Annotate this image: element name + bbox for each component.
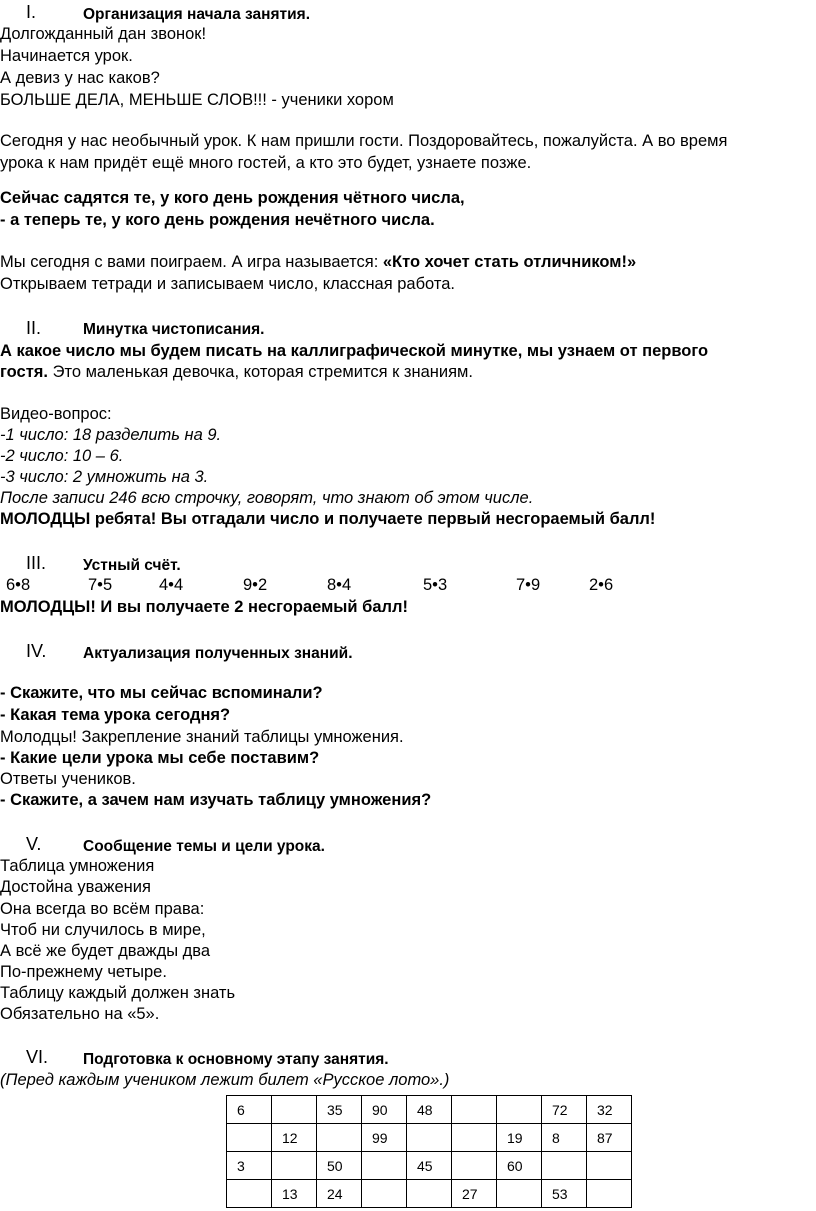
poem-line: Таблица умножения bbox=[0, 857, 155, 875]
section-5-number: V. bbox=[26, 834, 42, 854]
table-cell: 72 bbox=[542, 1096, 587, 1124]
table-cell: 32 bbox=[587, 1096, 632, 1124]
table-cell bbox=[542, 1152, 587, 1180]
text-line-bold: - Какие цели урока мы себе поставим? bbox=[0, 749, 320, 767]
section-4-number: IV. bbox=[26, 641, 47, 661]
table-cell bbox=[452, 1096, 497, 1124]
text-line-bold: МОЛОДЦЫ! И вы получаете 2 несгораемый балл! bbox=[0, 598, 408, 616]
poem-line: А всё же будет дважды два bbox=[0, 942, 211, 960]
text-line-italic: (Перед каждым учеником лежит билет «Русское лото».) bbox=[0, 1071, 450, 1089]
guest-word: гостя. bbox=[0, 363, 48, 381]
text-line-italic: -2 число: 10 – 6. bbox=[0, 447, 124, 465]
text-line: Видео-вопрос: bbox=[0, 405, 112, 423]
table-cell bbox=[407, 1124, 452, 1152]
text-line: БОЛЬШЕ ДЕЛА, МЕНЬШЕ СЛОВ!!! - ученики хором bbox=[0, 91, 394, 109]
section-2-title: Минутка чистописания. bbox=[83, 321, 265, 338]
table-cell: 3 bbox=[227, 1152, 272, 1180]
table-cell bbox=[362, 1152, 407, 1180]
table-cell bbox=[227, 1124, 272, 1152]
table-cell: 19 bbox=[497, 1124, 542, 1152]
calc-item: 7•9 bbox=[516, 576, 541, 594]
table-cell: 48 bbox=[407, 1096, 452, 1124]
table-row bbox=[227, 1124, 632, 1152]
table-cell bbox=[407, 1180, 452, 1208]
calc-item: 8•4 bbox=[327, 576, 352, 594]
text-line: А девиз у нас каков? bbox=[0, 69, 160, 87]
table-cell: 53 bbox=[542, 1180, 587, 1208]
poem-line: По-прежнему четыре. bbox=[0, 963, 167, 981]
poem-line: Она всегда во всём права: bbox=[0, 900, 205, 918]
section-3-number: III. bbox=[26, 553, 47, 573]
lotto-ticket-table bbox=[226, 1095, 632, 1208]
table-cell: 12 bbox=[272, 1124, 317, 1152]
poem-line: Достойна уважения bbox=[0, 878, 151, 896]
game-intro: Мы сегодня с вами поиграем. А игра называется: bbox=[0, 253, 383, 271]
text-line: Сегодня у нас необычный урок. К нам пришли гости. Поздоровайтесь, пожалуйста. А во время bbox=[0, 132, 728, 150]
text-line: урока к нам придёт ещё много гостей, а кто это будет, узнаете позже. bbox=[0, 154, 532, 172]
calc-item: 4•4 bbox=[159, 576, 184, 594]
table-cell bbox=[362, 1180, 407, 1208]
section-5-title: Сообщение темы и цели урока. bbox=[83, 838, 325, 855]
calc-item: 9•2 bbox=[243, 576, 268, 594]
text-line-bold: - Скажите, а зачем нам изучать таблицу умножения? bbox=[0, 791, 432, 809]
table-cell: 6 bbox=[227, 1096, 272, 1124]
text-line: Долгожданный дан звонок! bbox=[0, 25, 207, 43]
calc-item: 2•6 bbox=[589, 576, 614, 594]
table-cell: 8 bbox=[542, 1124, 587, 1152]
table-cell bbox=[272, 1152, 317, 1180]
guest-description: Это маленькая девочка, которая стремится к знаниям. bbox=[48, 363, 473, 381]
text-line-italic: -1 число: 18 разделить на 9. bbox=[0, 426, 222, 444]
section-6-title: Подготовка к основному этапу занятия. bbox=[83, 1051, 389, 1068]
table-cell: 27 bbox=[452, 1180, 497, 1208]
table-cell bbox=[587, 1180, 632, 1208]
table-cell: 45 bbox=[407, 1152, 452, 1180]
table-cell bbox=[497, 1096, 542, 1124]
poem-line: Обязательно на «5». bbox=[0, 1005, 160, 1023]
text-line: Молодцы! Закрепление знаний таблицы умножения. bbox=[0, 728, 404, 746]
table-cell bbox=[227, 1180, 272, 1208]
game-name: «Кто хочет стать отличником!» bbox=[382, 253, 637, 271]
text-line-bold: МОЛОДЦЫ ребята! Вы отгадали число и получаете первый несгораемый балл! bbox=[0, 510, 656, 528]
table-cell: 99 bbox=[362, 1124, 407, 1152]
calc-item: 7•5 bbox=[88, 576, 113, 594]
poem-line: Таблицу каждый должен знать bbox=[0, 984, 236, 1002]
table-cell bbox=[317, 1124, 362, 1152]
text-line-bold: - Какая тема урока сегодня? bbox=[0, 706, 231, 724]
section-2-number: II. bbox=[26, 318, 42, 338]
text-line-bold: - а теперь те, у кого день рождения нечётного числа. bbox=[0, 211, 435, 229]
calc-item: 5•3 bbox=[423, 576, 448, 594]
text-line-bold: - Скажите, что мы сейчас вспоминали? bbox=[0, 684, 323, 702]
text-line: Ответы учеников. bbox=[0, 770, 136, 788]
table-cell: 13 bbox=[272, 1180, 317, 1208]
table-cell: 87 bbox=[587, 1124, 632, 1152]
text-line bbox=[0, 252, 636, 273]
calc-item: 6•8 bbox=[6, 576, 31, 594]
section-3-title: Устный счёт. bbox=[83, 557, 181, 574]
text-line-bold: Сейчас садятся те, у кого день рождения чётного числа, bbox=[0, 189, 465, 207]
table-cell: 24 bbox=[317, 1180, 362, 1208]
table-cell: 50 bbox=[317, 1152, 362, 1180]
table-cell: 35 bbox=[317, 1096, 362, 1124]
poem-line: Чтоб ни случилось в мире, bbox=[0, 921, 206, 939]
table-cell: 90 bbox=[362, 1096, 407, 1124]
section-6-number: VI. bbox=[26, 1047, 49, 1067]
table-cell: 60 bbox=[497, 1152, 542, 1180]
text-line: Открываем тетради и записываем число, классная работа. bbox=[0, 275, 455, 293]
table-row bbox=[227, 1180, 632, 1208]
table-cell bbox=[452, 1124, 497, 1152]
text-line bbox=[0, 362, 473, 383]
text-line-italic: -3 число: 2 умножить на 3. bbox=[0, 468, 209, 486]
text-line: Начинается урок. bbox=[0, 47, 133, 65]
table-cell bbox=[452, 1152, 497, 1180]
table-cell bbox=[497, 1180, 542, 1208]
text-line-bold: А какое число мы будем писать на каллиграфической минутке, мы узнаем от первого bbox=[0, 342, 709, 360]
section-4-title: Актуализация полученных знаний. bbox=[83, 645, 353, 662]
text-line-italic: После записи 246 всю строчку, говорят, что знают об этом числе. bbox=[0, 489, 534, 507]
table-row bbox=[227, 1152, 632, 1180]
section-1-number: I. bbox=[26, 2, 37, 22]
section-1-title: Организация начала занятия. bbox=[83, 6, 311, 23]
table-row bbox=[227, 1096, 632, 1124]
table-cell bbox=[587, 1152, 632, 1180]
table-cell bbox=[272, 1096, 317, 1124]
